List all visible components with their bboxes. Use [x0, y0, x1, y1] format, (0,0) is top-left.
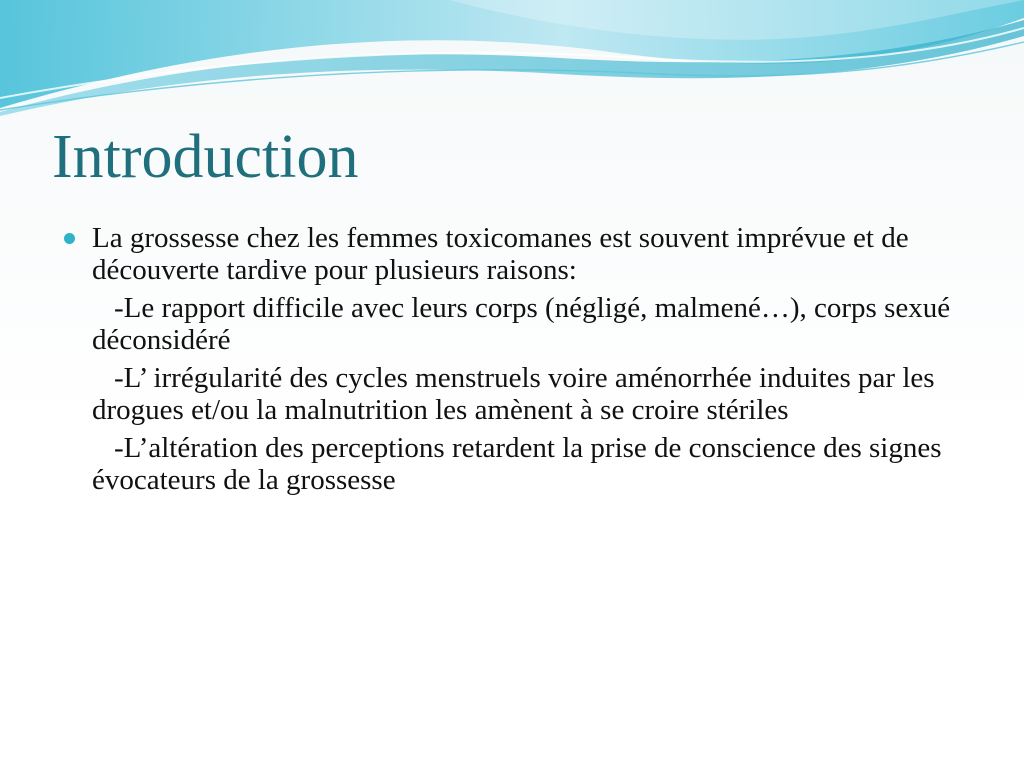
slide-title: Introduction	[52, 123, 359, 191]
paragraph-text-1: La grossesse chez les femmes toxicomanes est souvent imprévue et de découverte tardive pour plusieurs raisons:	[92, 222, 909, 286]
sub-paragraph	[92, 362, 992, 426]
header-wave-decoration	[0, 0, 1024, 120]
paragraph-text-3: -L’ irrégularité des cycles menstruels voire aménorrhée induites par les drogues et/ou la malnutrition les amènent à se croire stériles	[92, 362, 935, 426]
slide-body	[92, 222, 992, 502]
paragraph-text-4: -L’altération des perceptions retardent la prise de conscience des signes évocateurs de la grossesse	[92, 432, 942, 496]
bullet-paragraph	[92, 222, 992, 286]
sub-paragraph	[92, 432, 992, 496]
paragraph-text-2: -Le rapport difficile avec leurs corps (négligé, malmené…), corps sexué déconsidéré	[92, 292, 951, 356]
sub-paragraph	[92, 292, 992, 356]
bullet-dot-icon	[64, 233, 75, 244]
